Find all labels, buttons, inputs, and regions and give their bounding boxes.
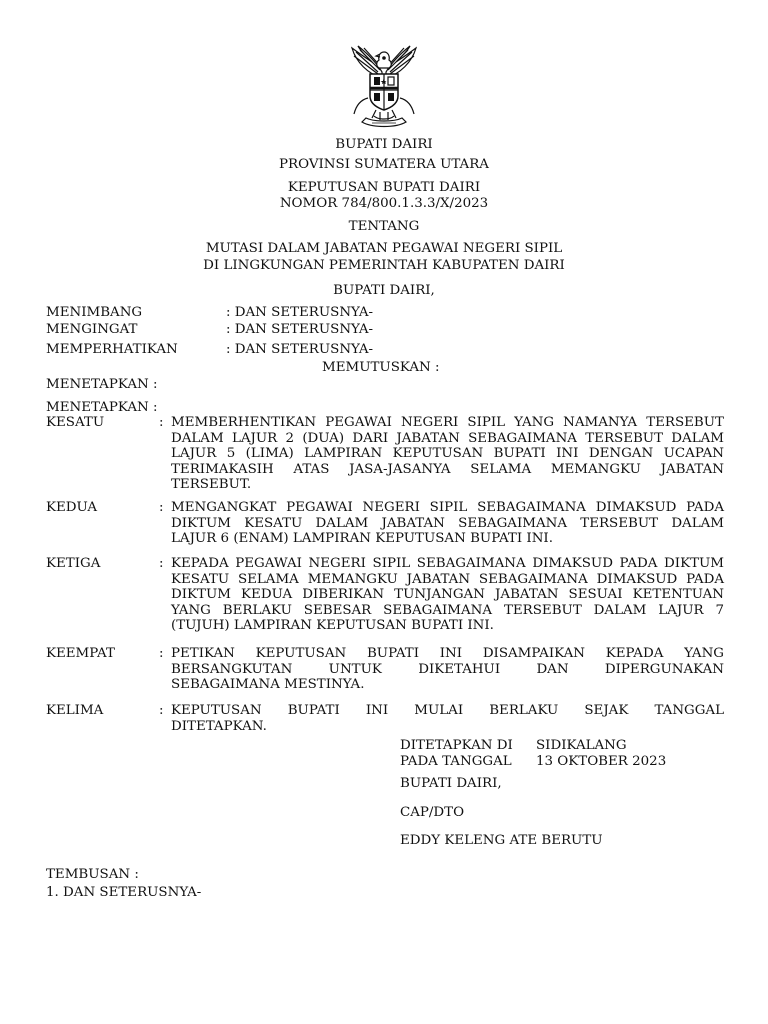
consideration-value: : DAN SETERUSNYA- — [226, 305, 374, 320]
menetapkan-label: MENETAPKAN : — [46, 400, 158, 415]
diktum-colon: : — [159, 415, 164, 430]
diktum-line: (TUJUH) LAMPIRAN KEPUTUSAN BUPATI INI. — [171, 618, 494, 633]
tembusan-item: 1. DAN SETERUSNYA- — [46, 885, 202, 900]
diktum-label: KEDUA — [46, 500, 98, 515]
signature-stamp: CAP/DTO — [400, 805, 465, 820]
diktum-label: KEEMPAT — [46, 646, 115, 661]
diktum-text — [171, 556, 724, 634]
header-line-3: KEPUTUSAN BUPATI DAIRI — [287, 180, 481, 195]
diktum-line: MENGANGKAT PEGAWAI NEGERI SIPIL SEBAGAIMANA DIMAKSUD PADA — [171, 500, 724, 515]
diktum-line: SEBAGAIMANA MESTINYA. — [171, 677, 365, 692]
signature-place-label: DITETAPKAN DI — [400, 738, 513, 753]
header-line-5: TENTANG — [348, 219, 420, 234]
diktum-line: TERSEBUT. — [171, 477, 252, 492]
diktum-line: YANG BERLAKU SEBESAR SEBAGAIMANA TERSEBUT DALAM LAJUR 7 — [171, 602, 724, 618]
diktum-line: LAJUR 6 (ENAM) LAMPIRAN KEPUTUSAN BUPATI INI. — [171, 531, 553, 546]
diktum-colon: : — [159, 556, 164, 571]
diktum-line: KEPUTUSAN BUPATI INI MULAI BERLAKU SEJAK TANGGAL — [171, 703, 724, 718]
diktum-line: DIKTUM KESATU DALAM JABATAN SEBAGAIMANA TERSEBUT DALAM — [171, 515, 724, 531]
header-line-1: BUPATI DAIRI — [335, 137, 433, 152]
diktum-line: MEMBERHENTIKAN PEGAWAI NEGERI SIPIL YANG NAMANYA TERSEBUT — [171, 415, 724, 430]
signature-place: SIDIKALANG — [536, 738, 627, 753]
diktum-line: DIKTUM KEDUA DIBERIKAN TUNJANGAN JABATAN SESUAI KETENTUAN — [171, 587, 724, 602]
diktum-text — [171, 646, 724, 693]
consideration-label: MENGINGAT — [46, 322, 138, 337]
diktum-line: DITETAPKAN. — [171, 718, 267, 734]
header-line-7: DI LINGKUNGAN PEMERINTAH KABUPATEN DAIRI — [203, 258, 565, 273]
signature-name: EDDY KELENG ATE BERUTU — [400, 833, 603, 848]
diktum-line: KESATU SELAMA MEMANGKU JABATAN SEBAGAIMANA DIMAKSUD PADA — [171, 571, 724, 587]
diktum-colon: : — [159, 500, 164, 515]
header-line-2: PROVINSI SUMATERA UTARA — [279, 157, 489, 172]
diktum-line: LAJUR 5 (LIMA) LAMPIRAN KEPUTUSAN BUPATI INI DENGAN UCAPAN — [171, 446, 724, 461]
signature-date-label: PADA TANGGAL — [400, 754, 512, 769]
tembusan-title: TEMBUSAN : — [46, 867, 139, 882]
diktum-text — [171, 500, 724, 547]
diktum-colon: : — [159, 646, 164, 661]
diktum-text — [171, 703, 724, 734]
garuda-emblem-icon — [338, 44, 430, 130]
consideration-value: : DAN SETERUSNYA- — [226, 342, 374, 357]
diktum-text — [171, 415, 724, 493]
consideration-label: MEMPERHATIKAN — [46, 342, 178, 357]
menetapkan-label: MENETAPKAN : — [46, 377, 158, 392]
diktum-colon: : — [159, 703, 164, 718]
diktum-label: KELIMA — [46, 703, 104, 718]
diktum-label: KESATU — [46, 415, 105, 430]
diktum-line: BERSANGKUTAN UNTUK DIKETAHUI DAN DIPERGUNAKAN — [171, 661, 724, 677]
signature-title: BUPATI DAIRI, — [400, 776, 502, 791]
signature-date: 13 OKTOBER 2023 — [536, 754, 667, 769]
diktum-line: KEPADA PEGAWAI NEGERI SIPIL SEBAGAIMANA DIMAKSUD PADA DIKTUM — [171, 556, 724, 571]
consideration-label: MENIMBANG — [46, 305, 143, 320]
header-line-8: BUPATI DAIRI, — [333, 283, 435, 298]
consideration-value: : DAN SETERUSNYA- — [226, 322, 374, 337]
decides-heading: MEMUTUSKAN : — [322, 360, 440, 375]
diktum-line: PETIKAN KEPUTUSAN BUPATI INI DISAMPAIKAN KEPADA YANG — [171, 646, 724, 661]
diktum-line: TERIMAKASIH ATAS JASA-JASANYA SELAMA MEMANGKU JABATAN — [171, 461, 724, 477]
diktum-line: DALAM LAJUR 2 (DUA) DARI JABATAN SEBAGAIMANA TERSEBUT DALAM — [171, 430, 724, 446]
diktum-label: KETIGA — [46, 556, 101, 571]
header-line-4: NOMOR 784/800.1.3.3/X/2023 — [279, 196, 489, 211]
header-line-6: MUTASI DALAM JABATAN PEGAWAI NEGERI SIPIL — [205, 241, 563, 256]
